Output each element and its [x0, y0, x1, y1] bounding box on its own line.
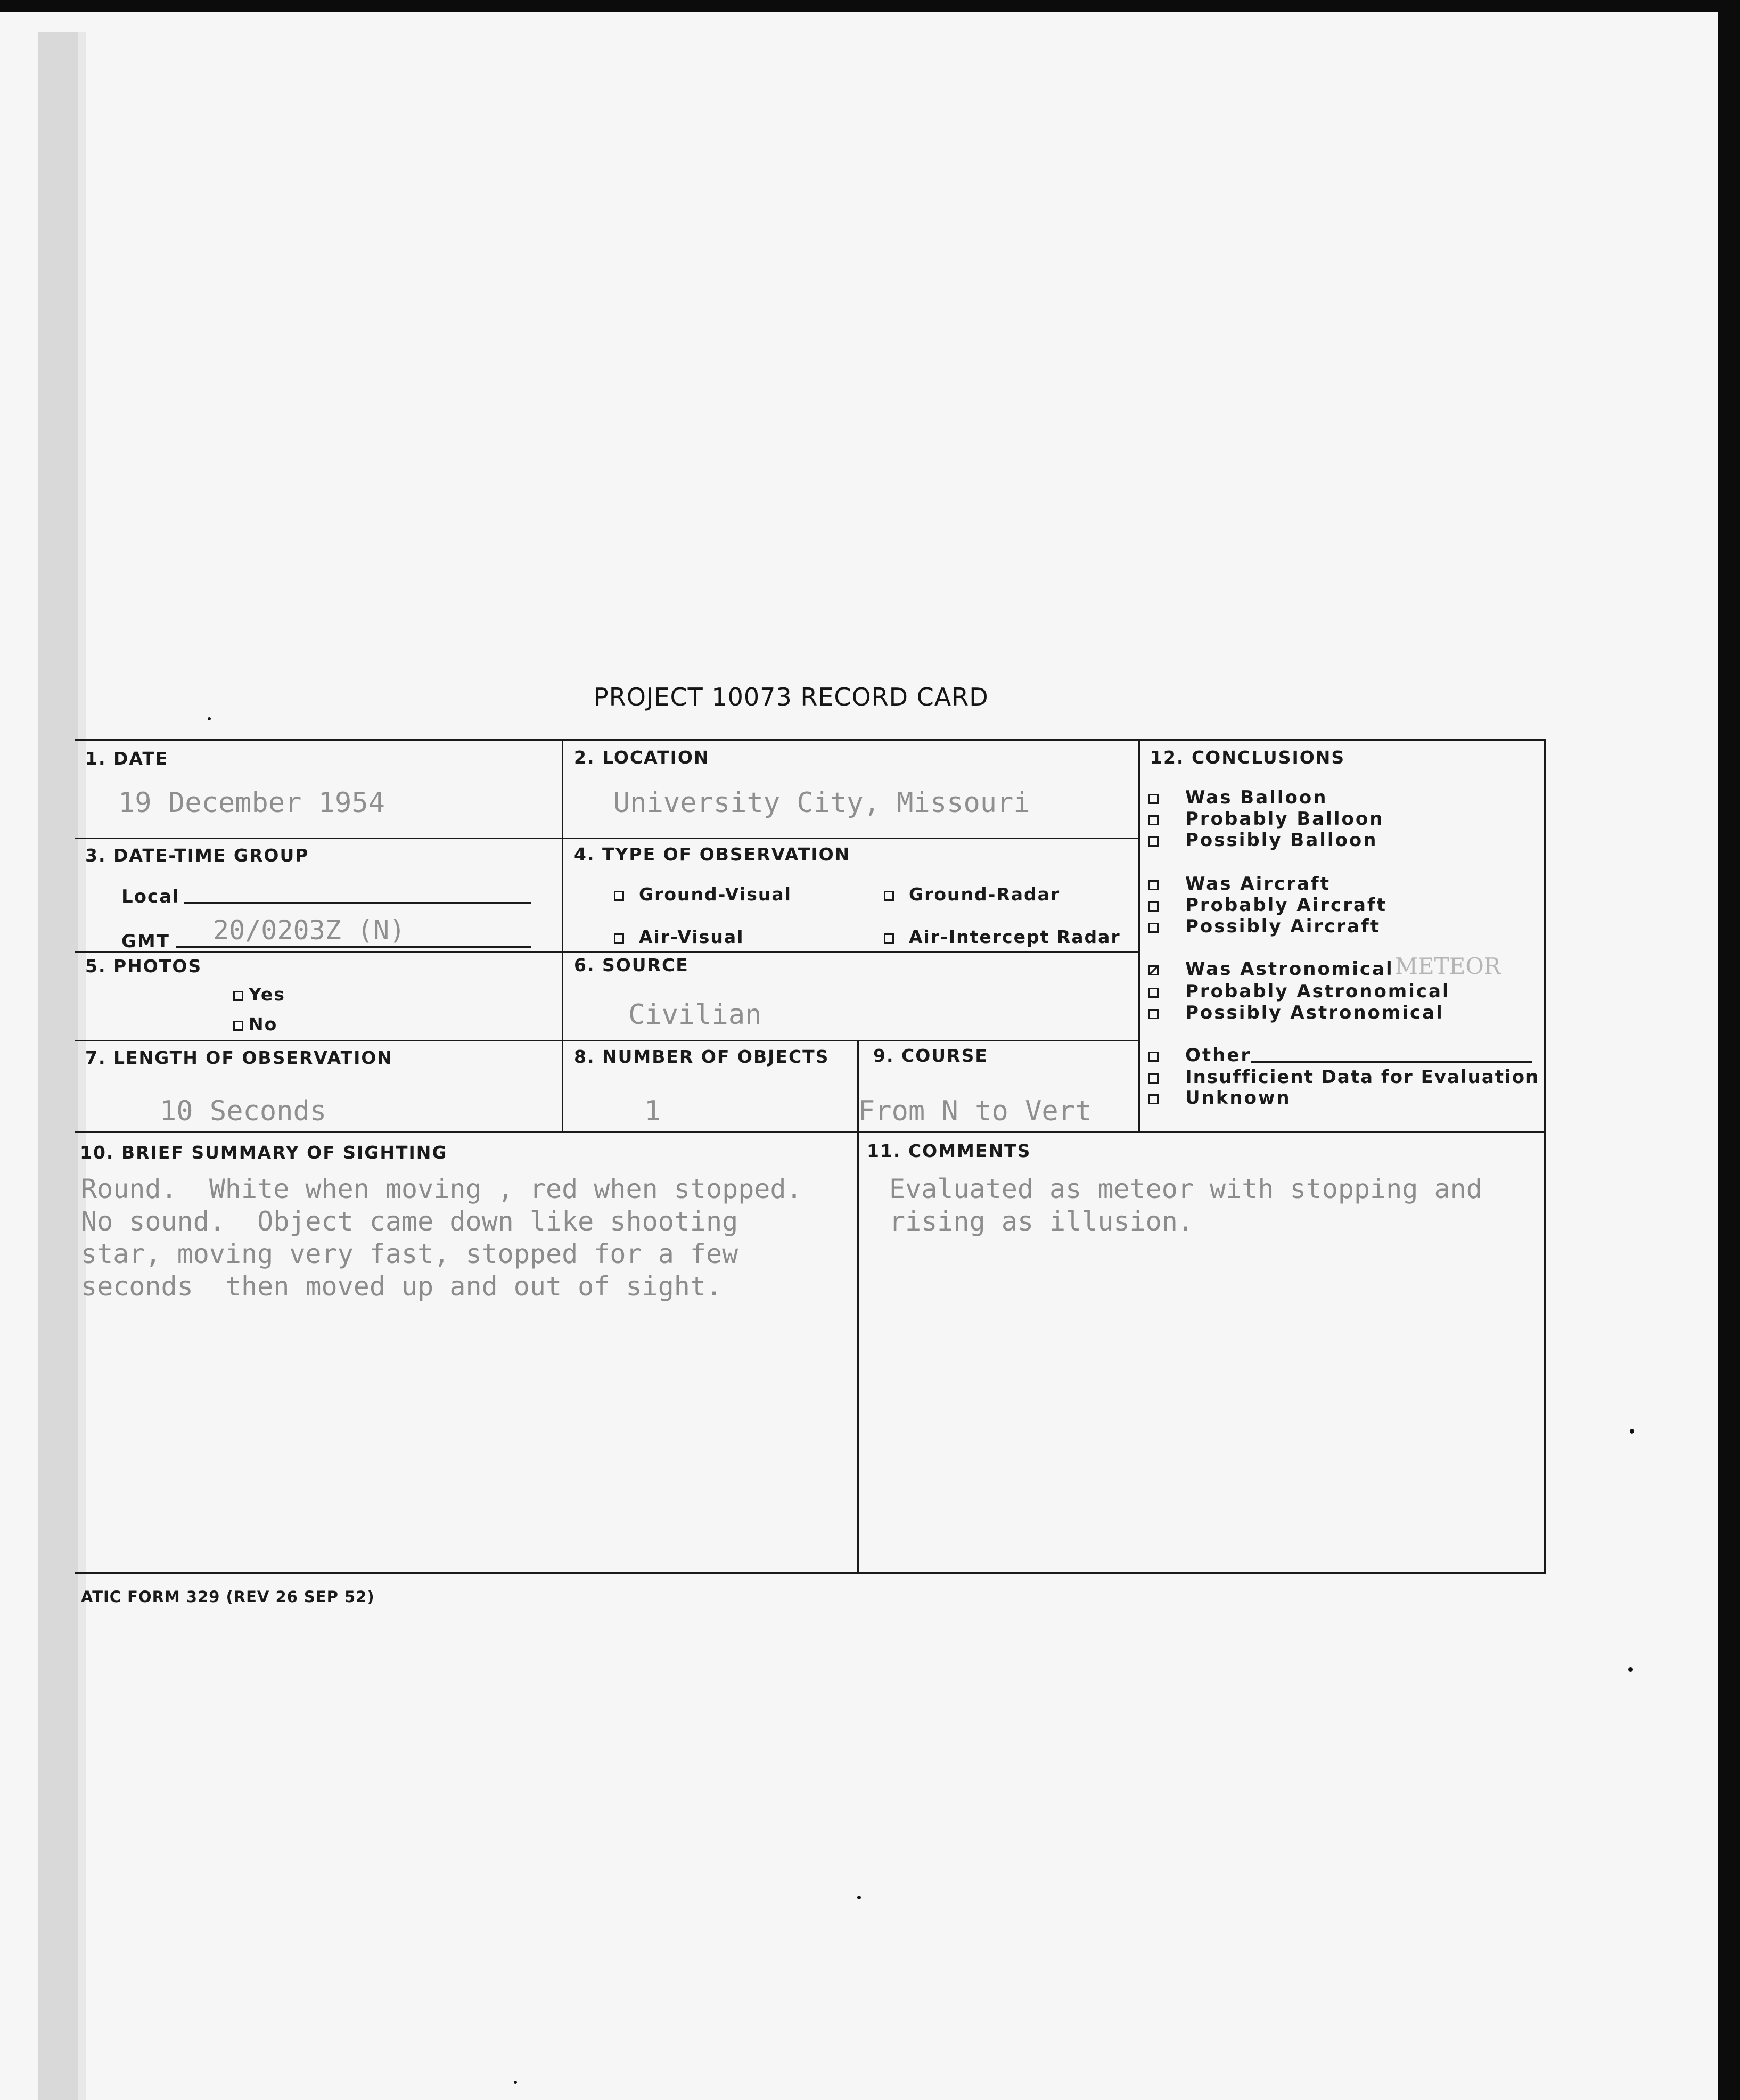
astronomical-handwritten-note: METEOR: [1395, 953, 1501, 979]
checkbox-icon: [1148, 901, 1159, 912]
divider-row1: [75, 838, 1139, 839]
checkbox-checked-icon: [233, 1021, 243, 1031]
checkbox-checked-icon: [1148, 965, 1159, 975]
checkbox-icon: [1148, 880, 1159, 890]
conclusion-unknown: Unknown: [1148, 1087, 1291, 1109]
comments-line: rising as illusion.: [889, 1206, 1194, 1237]
checkbox-icon: [233, 991, 243, 1001]
summary-line: No sound. Object came down like shooting: [81, 1206, 738, 1237]
comments-label: 11. COMMENTS: [867, 1141, 1031, 1161]
local-label: Local: [121, 886, 180, 907]
checkbox-checked-icon: [614, 891, 624, 901]
option-air-visual: Air-Visual: [614, 926, 744, 947]
source-value: Civilian: [628, 999, 762, 1031]
card-border-top: [75, 739, 1544, 741]
form-title: PROJECT 10073 RECORD CARD: [594, 683, 989, 711]
summary-label: 10. BRIEF SUMMARY OF SIGHTING: [80, 1142, 448, 1163]
summary-line: star, moving very fast, stopped for a few: [81, 1238, 738, 1269]
divider-row3: [75, 1040, 1139, 1041]
date-time-group-label: 3. DATE-TIME GROUP: [85, 845, 309, 866]
card-border-bottom: [75, 1572, 1546, 1574]
option-air-intercept-radar: Air-Intercept Radar: [884, 926, 1121, 947]
summary-line: Round. White when moving , red when stopped.: [81, 1174, 802, 1204]
length-of-observation-value: 10 Seconds: [160, 1095, 327, 1127]
checkbox-icon: [1148, 1094, 1159, 1104]
summary-line: seconds then moved up and out of sight.: [81, 1271, 723, 1302]
location-label: 2. LOCATION: [574, 747, 710, 768]
divider-col1: [562, 739, 563, 1133]
checkbox-icon: [1148, 794, 1159, 804]
local-underline: [184, 902, 531, 904]
checkbox-icon: [1148, 836, 1159, 847]
course-label: 9. COURSE: [873, 1045, 988, 1066]
date-label: 1. DATE: [85, 748, 169, 769]
form-footer: ATIC FORM 329 (REV 26 SEP 52): [81, 1588, 375, 1606]
conclusion-was-aircraft: Was Aircraft: [1148, 873, 1331, 895]
summary-text: [81, 1173, 802, 1303]
card-border-right: [1544, 739, 1546, 1574]
checkbox-icon: [614, 933, 624, 944]
divider-row2: [75, 951, 1139, 953]
number-of-objects-label: 8. NUMBER OF OBJECTS: [574, 1046, 830, 1067]
checkbox-icon: [1148, 815, 1159, 825]
checkbox-icon: [1148, 988, 1159, 998]
date-value: 19 December 1954: [118, 787, 385, 819]
conclusion-insufficient-data: Insufficient Data for Evaluation: [1148, 1067, 1539, 1088]
other-underline: [1251, 1061, 1532, 1063]
option-ground-visual: Ground-Visual: [614, 884, 792, 905]
option-photos-no: No: [233, 1014, 277, 1035]
length-of-observation-label: 7. LENGTH OF OBSERVATION: [85, 1047, 393, 1068]
checkbox-icon: [1148, 1009, 1159, 1019]
gmt-value: 20/0203Z (N): [213, 915, 406, 946]
number-of-objects-value: 1: [644, 1095, 661, 1127]
option-photos-yes: Yes: [233, 984, 285, 1005]
conclusion-possibly-astronomical: Possibly Astronomical: [1148, 1002, 1444, 1023]
conclusion-possibly-balloon: Possibly Balloon: [1148, 830, 1378, 851]
type-of-observation-label: 4. TYPE OF OBSERVATION: [574, 844, 851, 865]
source-label: 6. SOURCE: [574, 955, 689, 975]
conclusion-probably-astronomical: Probably Astronomical: [1148, 981, 1450, 1002]
conclusion-other: Other: [1148, 1045, 1251, 1066]
gmt-label: GMT: [121, 931, 170, 952]
comments-line: Evaluated as meteor with stopping and: [889, 1174, 1482, 1204]
gmt-underline: [176, 946, 531, 948]
conclusions-label: 12. CONCLUSIONS: [1150, 747, 1345, 768]
checkbox-icon: [1148, 923, 1159, 933]
conclusion-was-astronomical: Was Astronomical: [1148, 958, 1394, 980]
divider-col2: [1138, 739, 1140, 1133]
comments-text: [889, 1173, 1482, 1238]
conclusion-probably-aircraft: Probably Aircraft: [1148, 895, 1387, 916]
conclusion-was-balloon: Was Balloon: [1148, 787, 1327, 808]
option-ground-radar: Ground-Radar: [884, 884, 1060, 905]
course-value: From N to Vert: [858, 1095, 1092, 1127]
checkbox-icon: [884, 933, 894, 944]
checkbox-icon: [884, 891, 894, 901]
photos-label: 5. PHOTOS: [85, 956, 202, 977]
checkbox-icon: [1148, 1073, 1159, 1084]
location-value: University City, Missouri: [613, 787, 1030, 819]
conclusion-possibly-aircraft: Possibly Aircraft: [1148, 916, 1381, 937]
conclusion-probably-balloon: Probably Balloon: [1148, 808, 1384, 830]
divider-row4: [75, 1131, 1546, 1133]
checkbox-icon: [1148, 1052, 1159, 1062]
